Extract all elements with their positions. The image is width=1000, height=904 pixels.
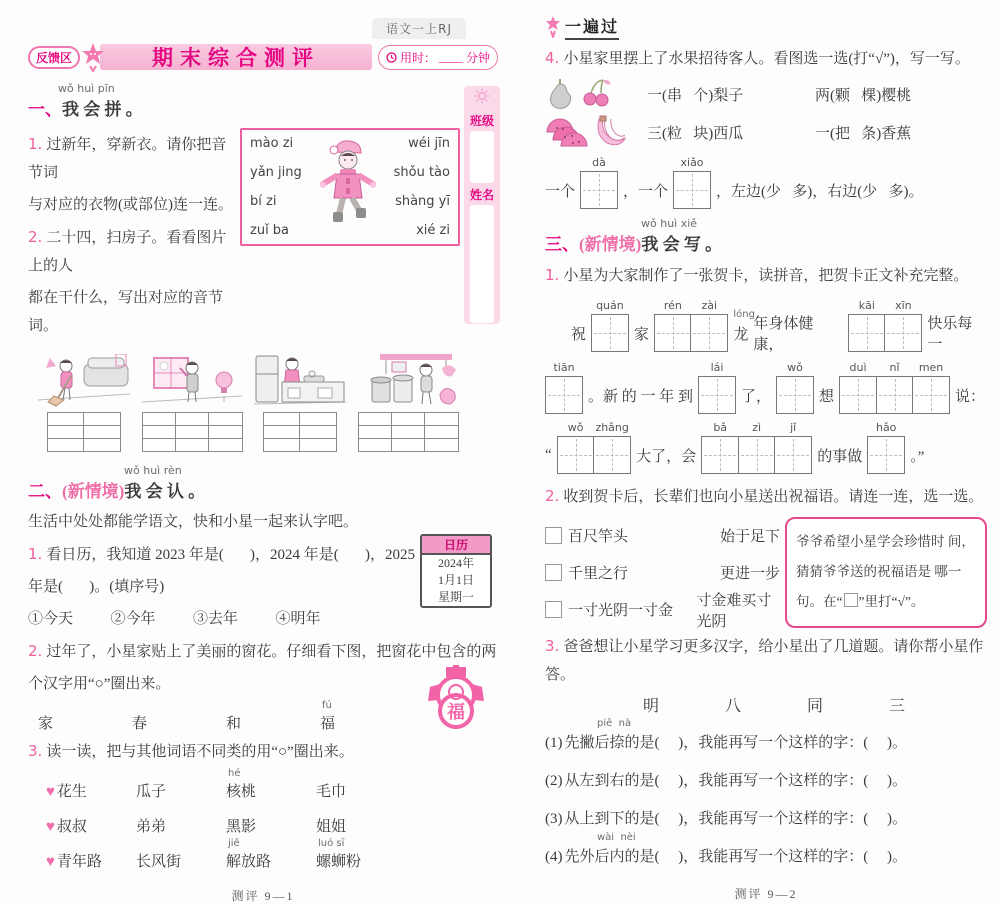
writing-grid-cell[interactable]: hǎo [867, 436, 905, 474]
cherries-icon [579, 77, 613, 111]
chores-pictures-row [36, 354, 460, 452]
pinyin-word[interactable]: zuǐ ba [250, 223, 290, 238]
feedback-badge [28, 42, 106, 72]
character-choice[interactable]: 同 [807, 698, 824, 715]
chore-group-trash [356, 354, 460, 452]
word-option[interactable]: fú 福 [320, 700, 336, 732]
word-item[interactable]: jiě 解放路 [226, 838, 272, 870]
page-number-right: 测评 9—2 [734, 887, 798, 901]
calendar-graphic: 日历 2024年 1月1日 星期一 [420, 534, 492, 608]
character-choice[interactable]: 三 [889, 698, 906, 715]
watermelon-icon [545, 116, 589, 148]
s2-q1-options[interactable]: ①今天 ②今年 ③去年 ④明年 [28, 611, 321, 627]
word-item[interactable]: 长风街 [136, 854, 182, 870]
pinyin-word[interactable]: wéi jīn [408, 136, 450, 151]
writing-grid-group[interactable]: kāi xīn [848, 314, 923, 352]
illustration-girl-in-winter-clothes [319, 136, 377, 236]
match-right-column [394, 136, 450, 238]
writing-grid-group[interactable]: wǒ zhǎng [557, 436, 632, 474]
illustration-washing-dishes [252, 354, 348, 408]
answer-checkbox[interactable] [545, 564, 562, 581]
stroke-order-item-1: piě nà (1) 先撇后捺的是( )，我能再写一个这样的字：( )。 [545, 718, 907, 751]
word-option[interactable]: 春 [132, 716, 148, 732]
blessing-pair-1 [545, 517, 785, 554]
greeting-card-line-2: tiān 。新 的 一 年 到 lái 了， wǒ 想 duì nǐ men 说： [545, 376, 987, 414]
heart-bullet-icon: ♥ [46, 784, 55, 800]
star-mascot-icon [545, 16, 561, 38]
writing-grid-group[interactable]: duì nǐ men [839, 376, 950, 414]
greeting-card-line-1: 祝 quán 家 rén zài lóng 龙 年身体健康， kāi xīn 快乐每一 [571, 299, 973, 353]
s2-q1-line-2: 年是( )。(填序号) [28, 579, 165, 595]
question-1-line-2: 与对应的衣物(或部位)连一连。 [28, 197, 233, 213]
calendar-weekday: 星期一 [437, 590, 474, 604]
section3-heading: 三、(新情境)我 会 写 。 [545, 235, 723, 254]
quantifier-choice[interactable]: 一(串 个)梨子 [647, 87, 744, 104]
s2-q1-line-1: 1. 看日历，我知道 2023 年是( )，2024 年是( )，2025 [28, 545, 416, 563]
writing-grid-group[interactable]: rén zài [654, 314, 729, 352]
blessing-first-half[interactable]: 百尺竿头 [568, 529, 629, 545]
yibianguo-header [545, 14, 987, 40]
name-input-box[interactable] [470, 205, 494, 323]
word-item[interactable]: ♥ 青年路 [46, 854, 102, 870]
calendar-year: 2024年 [437, 556, 474, 570]
page-number-left: 测评 9—1 [231, 889, 295, 903]
s3-question1: 1. 小星为大家制作了一张贺卡，读拼音，把贺卡正文补充完整。 [545, 266, 969, 284]
blessing-second-half[interactable]: 寸金难买寸光阴 [696, 592, 772, 630]
question-2-line-1: 2. 二十四，扫房子。看看图片上的人 [28, 228, 227, 274]
word-item[interactable]: ♥ 花生 [46, 784, 87, 800]
quantifier-choice[interactable]: 两(颗 棵)樱桃 [815, 87, 912, 104]
word-item[interactable]: luó sī 螺蛳粉 [316, 838, 362, 870]
word-item[interactable]: hé 核桃 [226, 768, 257, 800]
fu-papercut-graphic [420, 665, 492, 731]
blessing-match-block [545, 517, 987, 628]
blessing-second-half[interactable]: 更进一步 [720, 566, 781, 582]
writing-grid-cell[interactable]: lái [698, 376, 736, 414]
sun-icon [464, 88, 500, 109]
character-choice[interactable]: 八 [725, 698, 742, 715]
pinyin-match-box [240, 128, 460, 246]
question-2-line-2: 都在干什么，写出对应的音节词。 [28, 290, 224, 334]
section2-intro: 生活中处处都能学语文，快和小星一起来认字吧。 [28, 514, 359, 530]
stroke-order-item-3: (3) 从上到下的是( )，我能再写一个这样的字：( )。 [545, 811, 907, 827]
s2-q2-line-2: 个汉字用“○”圈出来。 [28, 676, 171, 692]
section2-question2 [28, 637, 498, 733]
pinyin-answer-grid-4[interactable] [358, 412, 459, 452]
page-title: 期末综合测评 [151, 46, 320, 70]
section2-question3: 3. 读一读，把与其他词语不同类的用“○”圈出来。 [28, 742, 354, 760]
timer-pill [378, 45, 498, 70]
section2-heading: 二、(新情境)我 会 认 。 [28, 482, 206, 501]
pinyin-word[interactable]: mào zi [250, 136, 294, 151]
pinyin-word[interactable]: bí zi [250, 194, 277, 209]
pinyin-answer-grid-3[interactable] [263, 412, 337, 452]
writing-grid-cell[interactable]: xiǎo [673, 171, 711, 209]
page-left [28, 14, 498, 904]
book-edition-tab: 语文一上RJ [372, 18, 466, 39]
page-header [28, 42, 498, 72]
illustration-taking-out-trash [356, 354, 460, 408]
word-item[interactable]: 姐姐 [316, 819, 347, 835]
word-item[interactable]: 毛巾 [316, 784, 347, 800]
illustration-sweeping-floor [36, 354, 132, 408]
illustration-cleaning-window [140, 354, 244, 408]
greeting-card-line-3: “ wǒ zhǎng 大了，会 bǎ zì jǐ 的事做 hǎo 。” [545, 436, 987, 474]
chore-group-sweeping [36, 354, 132, 452]
pinyin-answer-grid-1[interactable] [47, 412, 121, 452]
word-item[interactable]: ♥ 叔叔 [46, 819, 87, 835]
answer-checkbox[interactable] [545, 527, 562, 544]
word-option[interactable]: 和 [226, 716, 242, 732]
class-input-box[interactable] [470, 131, 494, 183]
page-right [545, 14, 987, 902]
fruit-row-2 [545, 115, 987, 149]
timer-blank[interactable]: ____ [438, 49, 463, 64]
section1-heading: 一、我 会 拼 。 [28, 100, 143, 119]
answer-checkbox[interactable] [844, 593, 858, 607]
title-banner [100, 44, 372, 70]
pinyin-answer-grid-2[interactable] [142, 412, 243, 452]
pinyin-word[interactable]: shǒu tào [393, 165, 450, 180]
writing-grid-cell[interactable]: tiān [545, 376, 583, 414]
blessing-pair-2 [545, 554, 785, 591]
word-row-1 [46, 768, 498, 801]
grandpa-hint-box: 爷爷希望小星学会珍惜时 间，猜猜爷爷送的祝福语是 哪一句。在“ ”里打“√”。 [785, 517, 987, 628]
yibianguo-label: 一遍过 [565, 14, 619, 40]
quantifier-choice[interactable]: 一(把 条)香蕉 [815, 125, 912, 142]
section2-pinyin: wǒ huì rèn [124, 464, 182, 477]
pinyin-word[interactable]: shàng yī [395, 194, 450, 209]
section2-question1 [28, 540, 494, 633]
character-choices-row [545, 693, 987, 716]
blessing-first-half[interactable]: 千里之行 [568, 566, 629, 582]
writing-grid-cell[interactable]: quán [591, 314, 629, 352]
blessing-second-half[interactable]: 始于足下 [720, 529, 781, 545]
bananas-icon [593, 115, 627, 149]
fruit-row-1 [545, 77, 987, 111]
timer-label: 用时： [399, 50, 436, 65]
stroke-order-item-2: (2) 从左到右的是( )，我能再写一个这样的字：( )。 [545, 773, 907, 789]
calendar-date: 1月1日 [437, 573, 474, 587]
s3-question3: 3. 爸爸想让小星学习更多汉字，给小星出了几道题。请你帮小星作答。 [545, 637, 984, 683]
section1-pinyin: wǒ huì pīn [58, 82, 115, 95]
word-row-3 [46, 838, 498, 871]
class-label: 班级 [469, 114, 494, 128]
name-label: 姓名 [469, 188, 494, 202]
section1-body [28, 126, 460, 344]
feedback-badge-label: 反馈区 [28, 46, 80, 69]
clock-icon [386, 52, 397, 63]
writing-grid-group[interactable]: bǎ zì jǐ [701, 436, 812, 474]
word-item[interactable]: 黑影 [226, 819, 257, 835]
question-1-line-1: 1. 过新年，穿新衣。请你把音节词 [28, 135, 227, 181]
word-option[interactable]: 家 [38, 716, 54, 732]
blessing-first-half[interactable]: 一寸光阴一寸金 [568, 603, 674, 619]
student-info-strip [464, 86, 500, 324]
quantifier-choice[interactable]: 三(粒 块)西瓜 [647, 125, 744, 142]
s2-q2-line-1: 2. 过年了，小星家贴上了美丽的窗花。仔细看下图，把窗花中包含的两 [28, 642, 497, 660]
pinyin-word[interactable]: xié zi [416, 223, 450, 238]
answer-checkbox[interactable] [545, 601, 562, 618]
star-mascot-icon [80, 42, 106, 72]
pinyin-word[interactable]: yǎn jing [250, 165, 302, 180]
heart-bullet-icon: ♥ [46, 819, 55, 835]
timer-unit: 分钟 [465, 50, 490, 65]
heart-bullet-icon: ♥ [46, 854, 55, 870]
stroke-order-item-4: wài nèi (4) 先外后内的是( )，我能再写一个这样的字：( )。 [545, 832, 907, 865]
ruby-long: lóng 龙 [733, 308, 755, 343]
match-left-column [250, 136, 302, 238]
word-item[interactable]: 瓜子 [136, 784, 167, 800]
pear-icon [545, 77, 575, 111]
writing-grid-cell[interactable]: wǒ [776, 376, 814, 414]
word-item[interactable]: 弟弟 [136, 819, 167, 835]
blessing-pair-3 [545, 591, 785, 628]
chore-group-window [140, 354, 244, 452]
character-choice[interactable]: 明 [643, 698, 660, 715]
question-4: 4. 小星家里摆上了水果招待客人。看图选一选(打“√”)，写一写。 [545, 49, 970, 67]
writing-grid-cell[interactable]: dà [580, 171, 618, 209]
svg-text:福: 福 [447, 702, 465, 722]
chore-group-dishes [252, 354, 348, 452]
s3-question2: 2. 收到贺卡后，长辈们也向小星送出祝福语。请连一连，选一选。 [545, 487, 984, 505]
word-row-2 [46, 815, 498, 836]
section3-pinyin: wǒ huì xiě [641, 217, 698, 230]
size-writing-line: 一个 dà ，一个 xiǎo ，左边(少 多)，右边(少 多)。 [545, 171, 987, 209]
